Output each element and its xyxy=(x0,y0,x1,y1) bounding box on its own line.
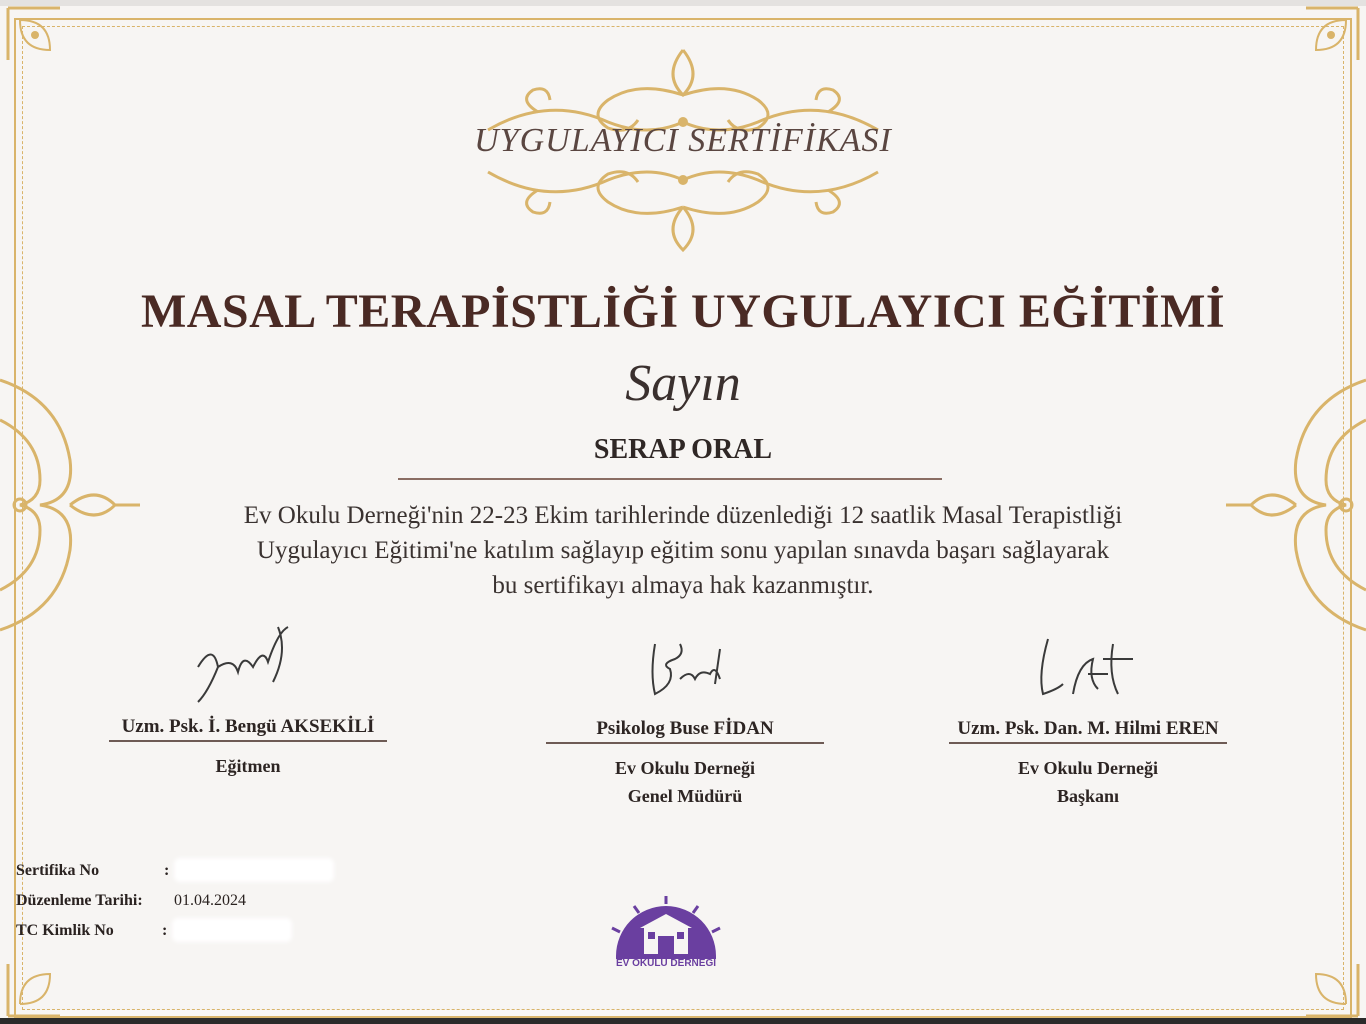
issue-date-value: 01.04.2024 xyxy=(174,892,246,909)
signatory-role: Ev Okulu Derneği xyxy=(614,758,756,778)
greeting: Sayın xyxy=(625,355,741,412)
bottom-edge xyxy=(0,1018,1366,1024)
signature-image xyxy=(615,624,755,714)
corner-ornament-bottom-right xyxy=(1256,914,1366,1024)
redaction-mark xyxy=(172,918,292,942)
signatory-role: Başkanı xyxy=(1056,786,1120,806)
certificate-number-label: Sertifika No xyxy=(16,862,100,879)
top-edge xyxy=(0,0,1366,6)
signatory-trainer xyxy=(103,612,393,780)
body-line: Ev Okulu Derneği'nin 22-23 Ekim tarihlerinde düzenlediği 12 saatlik Masal Terapistliği xyxy=(243,502,1123,529)
issue-date-label: Düzenleme Tarihi: xyxy=(16,892,143,909)
left-filigree-ornament xyxy=(0,360,150,650)
signatory-role: Ev Okulu Derneği xyxy=(1017,758,1159,778)
signatory-name: Psikolog Buse FİDAN xyxy=(596,718,774,739)
signatory-president xyxy=(943,624,1233,810)
logo-text: EV OKULU DERNEĞİ xyxy=(615,958,716,969)
colon: : xyxy=(162,922,168,939)
signature-image xyxy=(178,612,318,712)
redaction-mark xyxy=(174,858,334,882)
recipient-name: SERAP ORAL xyxy=(593,434,773,465)
signature-image xyxy=(1018,624,1158,714)
tc-id-label: TC Kimlik No xyxy=(16,922,114,939)
signatory-role: Eğitmen xyxy=(215,756,281,776)
certificate-subtitle: UYGULAYICI SERTİFİKASI xyxy=(474,122,892,159)
signature-line xyxy=(109,740,387,742)
signature-line xyxy=(546,742,824,744)
signatory-role: Genel Müdürü xyxy=(627,786,743,806)
colon: : xyxy=(164,862,170,879)
signatory-general-manager xyxy=(540,624,830,810)
certificate-title: MASAL TERAPİSTLİĞİ UYGULAYICI EĞİTİMİ xyxy=(140,285,1226,338)
signatory-name: Uzm. Psk. İ. Bengü AKSEKİLİ xyxy=(121,716,375,737)
signatory-name: Uzm. Psk. Dan. M. Hilmi EREN xyxy=(957,718,1219,739)
body-line: bu sertifikayı almaya hak kazanmıştır. xyxy=(492,572,874,599)
recipient-underline xyxy=(398,478,942,480)
right-filigree-ornament xyxy=(1216,360,1366,650)
certificate-body xyxy=(160,498,1206,603)
body-line: Uygulayıcı Eğitimi'ne katılım sağlayıp eğitim sonu yapılan sınavda başarı sağlayarak xyxy=(256,537,1110,564)
corner-ornament-top-right xyxy=(1256,0,1366,110)
signature-line xyxy=(949,742,1227,744)
corner-ornament-top-left xyxy=(0,0,110,110)
